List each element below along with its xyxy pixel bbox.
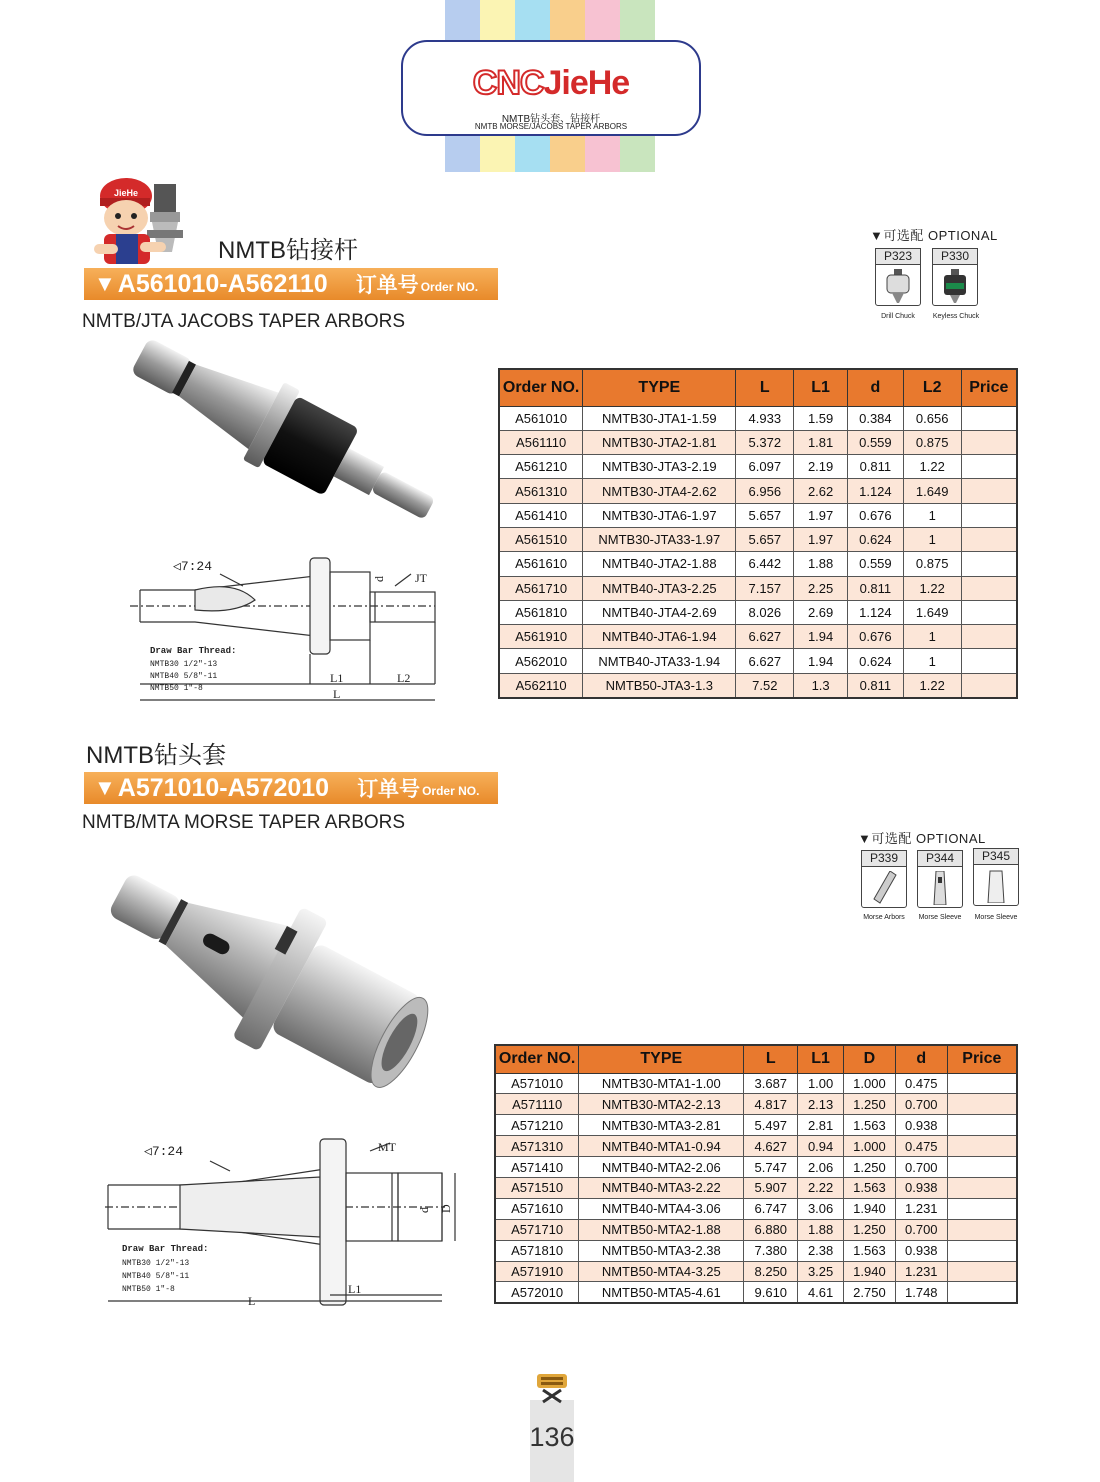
table-row: [499, 430, 1017, 454]
drawing-l1-label: L1: [330, 671, 344, 685]
optional-code: P344: [917, 850, 963, 867]
section1-title-cn: NMTB钻接杆: [218, 237, 358, 264]
table-cell: 6.097: [736, 455, 794, 479]
table-cell: 2.13: [798, 1094, 844, 1115]
drawing-thread: NMTB50 1"-8: [150, 684, 203, 693]
table-cell: 1.94: [794, 649, 848, 673]
table-cell: NMTB30-JTA3-2.19: [583, 455, 736, 479]
drawing-l-label: L: [248, 1294, 256, 1308]
table-cell: NMTB40-MTA4-3.06: [579, 1198, 744, 1219]
drawing-thread: NMTB30 1/2"-13: [150, 660, 218, 669]
table-cell: 1.88: [798, 1219, 844, 1240]
table-cell: NMTB50-MTA3-2.38: [579, 1240, 744, 1261]
table-cell: 8.250: [744, 1261, 798, 1282]
table-row: [495, 1073, 1017, 1094]
table-row: [495, 1198, 1017, 1219]
order-number-cell: A561010: [499, 406, 583, 430]
price-cell: [961, 552, 1017, 576]
morse-arbor-icon: [870, 871, 898, 905]
brand-logo-box: [401, 40, 701, 136]
table-row: [495, 1240, 1017, 1261]
morse-sleeve-icon: [926, 871, 954, 905]
table-cell: 1.649: [903, 479, 961, 503]
table-cell: 2.25: [794, 576, 848, 600]
table-cell: 1.563: [844, 1177, 896, 1198]
table-cell: 0.475: [895, 1136, 947, 1157]
order-number-cell: A571810: [495, 1240, 579, 1261]
optional-p330[interactable]: [932, 248, 978, 306]
table-cell: NMTB30-JTA6-1.97: [583, 503, 736, 527]
section2-order-bar: [84, 772, 498, 804]
table-row: [495, 1282, 1017, 1303]
column-header: d: [847, 369, 903, 406]
price-cell: [947, 1240, 1017, 1261]
column-header: TYPE: [579, 1045, 744, 1073]
table-row: [495, 1261, 1017, 1282]
order-number-cell: A571210: [495, 1115, 579, 1136]
table-cell: 6.627: [736, 625, 794, 649]
table-cell: NMTB30-MTA1-1.00: [579, 1073, 744, 1094]
section2-title-en: NMTB/MTA MORSE TAPER ARBORS: [82, 812, 406, 833]
optional-caption: Morse Sleeve: [918, 914, 962, 921]
table-cell: 3.687: [744, 1073, 798, 1094]
table-cell: 7.157: [736, 576, 794, 600]
table-row: [499, 552, 1017, 576]
table-row: [499, 673, 1017, 697]
table-cell: NMTB40-JTA3-2.25: [583, 576, 736, 600]
table-cell: 1.97: [794, 503, 848, 527]
table-cell: 0.676: [847, 503, 903, 527]
table-row: [495, 1136, 1017, 1157]
table-cell: 0.656: [903, 406, 961, 430]
table-cell: 2.38: [798, 1240, 844, 1261]
drawing-thread: NMTB30 1/2"-13: [122, 1259, 190, 1268]
price-cell: [961, 406, 1017, 430]
table-cell: 4.627: [744, 1136, 798, 1157]
drawing-thread-title: Draw Bar Thread:: [150, 646, 237, 656]
table-cell: 6.627: [736, 649, 794, 673]
order-number-cell: A571010: [495, 1073, 579, 1094]
order-number-cell: A562110: [499, 673, 583, 697]
brand-logo-jiehe: JieHe: [543, 64, 630, 102]
jacobs-arbor-product-image: [110, 335, 470, 535]
table-cell: 1.748: [895, 1282, 947, 1303]
morse-arbor-product-image: [95, 860, 450, 1110]
table-cell: 1.563: [844, 1115, 896, 1136]
optional-code: P323: [875, 248, 921, 265]
table-cell: 2.62: [794, 479, 848, 503]
table-cell: NMTB40-JTA33-1.94: [583, 649, 736, 673]
price-cell: [961, 600, 1017, 624]
table-cell: 6.442: [736, 552, 794, 576]
price-cell: [961, 479, 1017, 503]
optional-code: P339: [861, 850, 907, 867]
order-number-cell: A562010: [499, 649, 583, 673]
table-cell: 1.563: [844, 1240, 896, 1261]
price-cell: [947, 1282, 1017, 1303]
column-header: Price: [947, 1045, 1017, 1073]
table-cell: 0.875: [903, 552, 961, 576]
table-row: [499, 600, 1017, 624]
table-header-row: [499, 369, 1017, 406]
table-cell: NMTB40-MTA3-2.22: [579, 1177, 744, 1198]
table-cell: 2.06: [798, 1157, 844, 1178]
table-row: [495, 1115, 1017, 1136]
order-number-cell: A571510: [495, 1177, 579, 1198]
table-header-row: [495, 1045, 1017, 1073]
price-cell: [947, 1219, 1017, 1240]
table-cell: 1.000: [844, 1136, 896, 1157]
table-cell: 1.94: [794, 625, 848, 649]
order-number-cell: A561210: [499, 455, 583, 479]
table-cell: 6.880: [744, 1219, 798, 1240]
table-cell: 5.657: [736, 527, 794, 551]
table-cell: NMTB50-MTA4-3.25: [579, 1261, 744, 1282]
jacobs-arbor-spec-table: [498, 368, 1018, 699]
table-cell: 0.811: [847, 576, 903, 600]
table-cell: NMTB30-JTA1-1.59: [583, 406, 736, 430]
drawing-big-d-label: D: [439, 1204, 453, 1213]
morse-arbor-technical-drawing: [100, 1135, 462, 1310]
table-cell: 4.933: [736, 406, 794, 430]
section2-title-cn: NMTB钻头套: [86, 742, 226, 769]
table-cell: 1.940: [844, 1198, 896, 1219]
table-cell: 0.384: [847, 406, 903, 430]
table-cell: 1.88: [794, 552, 848, 576]
drawing-jt-label: JT: [415, 571, 427, 585]
table-cell: 4.817: [744, 1094, 798, 1115]
drawing-l-label: L: [333, 687, 341, 701]
table-cell: 1.97: [794, 527, 848, 551]
table-cell: 1.3: [794, 673, 848, 697]
section2-order-label-en: Order NO.: [422, 784, 480, 798]
order-number-cell: A571710: [495, 1219, 579, 1240]
table-cell: 0.475: [895, 1073, 947, 1094]
table-cell: 2.69: [794, 600, 848, 624]
table-cell: NMTB30-JTA33-1.97: [583, 527, 736, 551]
table-cell: NMTB40-JTA4-2.69: [583, 600, 736, 624]
drawing-mt-label: MT: [378, 1140, 396, 1154]
drawing-small-d-label: d: [417, 1207, 431, 1213]
drawing-l1-label: L1: [348, 1282, 362, 1296]
table-cell: 0.676: [847, 625, 903, 649]
table-cell: 6.956: [736, 479, 794, 503]
drawing-taper-label: ◁7:24: [144, 1144, 184, 1159]
table-cell: NMTB40-JTA6-1.94: [583, 625, 736, 649]
table-cell: NMTB30-JTA4-2.62: [583, 479, 736, 503]
table-cell: 0.938: [895, 1177, 947, 1198]
order-number-cell: A571310: [495, 1136, 579, 1157]
table-cell: 2.22: [798, 1177, 844, 1198]
table-cell: 0.700: [895, 1094, 947, 1115]
column-header: d: [895, 1045, 947, 1073]
table-cell: 5.747: [744, 1157, 798, 1178]
drawing-l2-label: L2: [397, 671, 411, 685]
table-cell: 5.907: [744, 1177, 798, 1198]
price-cell: [961, 527, 1017, 551]
price-cell: [961, 649, 1017, 673]
table-row: [499, 625, 1017, 649]
brand-logo: [403, 64, 699, 103]
optional-p323[interactable]: [875, 248, 921, 306]
table-cell: NMTB40-MTA1-0.94: [579, 1136, 744, 1157]
table-cell: 6.747: [744, 1198, 798, 1219]
optional-code: P330: [932, 248, 978, 265]
table-cell: 1: [903, 625, 961, 649]
morse-sleeve-alt-icon: [982, 869, 1010, 903]
price-cell: [947, 1073, 1017, 1094]
order-number-cell: A571610: [495, 1198, 579, 1219]
table-cell: 1.231: [895, 1261, 947, 1282]
table-row: [495, 1177, 1017, 1198]
brand-logo-cnc: CNC: [472, 64, 544, 102]
table-cell: 1.250: [844, 1219, 896, 1240]
table-cell: 1: [903, 527, 961, 551]
table-cell: 2.19: [794, 455, 848, 479]
section1-order-range: A561010-A562110: [117, 269, 328, 298]
table-cell: NMTB30-MTA3-2.81: [579, 1115, 744, 1136]
table-cell: NMTB40-JTA2-1.88: [583, 552, 736, 576]
section1-optional-label: ▼可选配 OPTIONAL: [870, 228, 998, 243]
table-cell: 0.624: [847, 649, 903, 673]
section2-order-range: A571010-A572010: [117, 773, 330, 802]
table-cell: 0.938: [895, 1240, 947, 1261]
table-row: [499, 503, 1017, 527]
column-header: Order NO.: [499, 369, 583, 406]
drawing-taper-label: ◁7:24: [173, 559, 213, 574]
optional-p345[interactable]: [973, 848, 1019, 906]
table-cell: 1.124: [847, 600, 903, 624]
optional-caption: Keyless Chuck: [932, 313, 980, 320]
column-header: Order NO.: [495, 1045, 579, 1073]
table-cell: NMTB40-MTA2-2.06: [579, 1157, 744, 1178]
price-cell: [961, 430, 1017, 454]
drawing-thread: NMTB40 5/8"-11: [122, 1272, 190, 1281]
table-cell: 1.250: [844, 1157, 896, 1178]
column-header: D: [844, 1045, 896, 1073]
drill-chuck-icon: [884, 269, 912, 303]
order-number-cell: A571110: [495, 1094, 579, 1115]
table-cell: 1.22: [903, 455, 961, 479]
table-row: [495, 1219, 1017, 1240]
header-subtitle-cn: NMTB钻头套、钻接杆: [501, 114, 601, 125]
table-cell: 7.380: [744, 1240, 798, 1261]
price-cell: [947, 1094, 1017, 1115]
drawing-thread-title: Draw Bar Thread:: [122, 1244, 209, 1254]
table-cell: 3.06: [798, 1198, 844, 1219]
optional-code: P345: [973, 848, 1019, 865]
section1-order-label-en: Order NO.: [420, 280, 479, 294]
triangle-icon: ▼: [94, 271, 116, 296]
table-cell: 1.81: [794, 430, 848, 454]
section1-title-en: NMTB/JTA JACOBS TAPER ARBORS: [82, 311, 406, 332]
table-cell: 0.559: [847, 552, 903, 576]
order-number-cell: A572010: [495, 1282, 579, 1303]
table-cell: 0.94: [798, 1136, 844, 1157]
table-cell: 5.372: [736, 430, 794, 454]
table-cell: 7.52: [736, 673, 794, 697]
table-cell: 1: [903, 503, 961, 527]
triangle-icon: ▼: [94, 775, 116, 800]
table-cell: NMTB50-MTA2-1.88: [579, 1219, 744, 1240]
table-cell: 9.610: [744, 1282, 798, 1303]
mascot-icon: [92, 172, 198, 272]
table-cell: 3.25: [798, 1261, 844, 1282]
svg-text:JieHe: JieHe: [114, 188, 139, 198]
table-cell: 1.649: [903, 600, 961, 624]
order-number-cell: A561510: [499, 527, 583, 551]
order-number-cell: A561810: [499, 600, 583, 624]
jacobs-arbor-technical-drawing: [125, 550, 450, 710]
table-cell: 1.59: [794, 406, 848, 430]
section1-order-label-cn: 订单号: [355, 274, 419, 297]
optional-caption: Morse Sleeve: [974, 914, 1018, 921]
column-header: L1: [794, 369, 848, 406]
table-row: [499, 455, 1017, 479]
drawing-thread: NMTB40 5/8"-11: [150, 672, 218, 681]
price-cell: [947, 1157, 1017, 1178]
column-header: L2: [903, 369, 961, 406]
order-number-cell: A571410: [495, 1157, 579, 1178]
column-header: L: [744, 1045, 798, 1073]
order-number-cell: A571910: [495, 1261, 579, 1282]
table-row: [499, 576, 1017, 600]
optional-p339[interactable]: [861, 850, 907, 908]
table-cell: 2.750: [844, 1282, 896, 1303]
section2-optional-label: ▼可选配 OPTIONAL: [858, 831, 986, 846]
price-cell: [947, 1198, 1017, 1219]
table-cell: 1: [903, 649, 961, 673]
optional-caption: Morse Arbors: [863, 914, 905, 921]
table-cell: 1.22: [903, 673, 961, 697]
optional-p344[interactable]: [917, 850, 963, 908]
price-cell: [947, 1261, 1017, 1282]
table-cell: 0.938: [895, 1115, 947, 1136]
page-number: 136: [529, 1422, 575, 1452]
column-header: L1: [798, 1045, 844, 1073]
table-cell: 1.22: [903, 576, 961, 600]
table-cell: 0.811: [847, 455, 903, 479]
table-cell: 0.700: [895, 1157, 947, 1178]
table-row: [499, 649, 1017, 673]
morse-arbor-spec-table: [494, 1044, 1018, 1304]
drawing-d-label: d: [372, 576, 386, 582]
column-header: L: [736, 369, 794, 406]
optional-caption: Drill Chuck: [881, 313, 915, 320]
table-cell: 1.940: [844, 1261, 896, 1282]
table-cell: 5.657: [736, 503, 794, 527]
price-cell: [961, 625, 1017, 649]
tool-holder-icon: [533, 1372, 571, 1406]
table-row: [499, 527, 1017, 551]
table-cell: 1.000: [844, 1073, 896, 1094]
table-cell: 2.81: [798, 1115, 844, 1136]
table-cell: NMTB30-JTA2-1.81: [583, 430, 736, 454]
column-header: TYPE: [583, 369, 736, 406]
order-number-cell: A561910: [499, 625, 583, 649]
price-cell: [961, 455, 1017, 479]
column-header: Price: [961, 369, 1017, 406]
table-cell: 0.811: [847, 673, 903, 697]
table-row: [499, 406, 1017, 430]
table-row: [499, 479, 1017, 503]
table-cell: 1.250: [844, 1094, 896, 1115]
table-cell: 0.559: [847, 430, 903, 454]
table-row: [495, 1094, 1017, 1115]
table-cell: 5.497: [744, 1115, 798, 1136]
table-cell: 0.700: [895, 1219, 947, 1240]
price-cell: [947, 1136, 1017, 1157]
order-number-cell: A561410: [499, 503, 583, 527]
table-cell: NMTB50-MTA5-4.61: [579, 1282, 744, 1303]
price-cell: [947, 1177, 1017, 1198]
price-cell: [961, 576, 1017, 600]
table-cell: 4.61: [798, 1282, 844, 1303]
table-cell: NMTB30-MTA2-2.13: [579, 1094, 744, 1115]
table-cell: 1.124: [847, 479, 903, 503]
table-row: [495, 1157, 1017, 1178]
drawing-thread: NMTB50 1"-8: [122, 1285, 175, 1294]
table-cell: 1.231: [895, 1198, 947, 1219]
table-cell: 0.624: [847, 527, 903, 551]
table-cell: 1.00: [798, 1073, 844, 1094]
table-cell: 0.875: [903, 430, 961, 454]
table-cell: NMTB50-JTA3-1.3: [583, 673, 736, 697]
section1-order-bar: [84, 268, 498, 300]
price-cell: [947, 1115, 1017, 1136]
header-subtitle-en: NMTB MORSE/JACOBS TAPER ARBORS: [474, 122, 628, 131]
keyless-chuck-icon: [941, 269, 969, 303]
table-cell: 8.026: [736, 600, 794, 624]
price-cell: [961, 503, 1017, 527]
order-number-cell: A561310: [499, 479, 583, 503]
order-number-cell: A561110: [499, 430, 583, 454]
price-cell: [961, 673, 1017, 697]
order-number-cell: A561710: [499, 576, 583, 600]
section2-order-label-cn: 订单号: [357, 778, 421, 801]
order-number-cell: A561610: [499, 552, 583, 576]
